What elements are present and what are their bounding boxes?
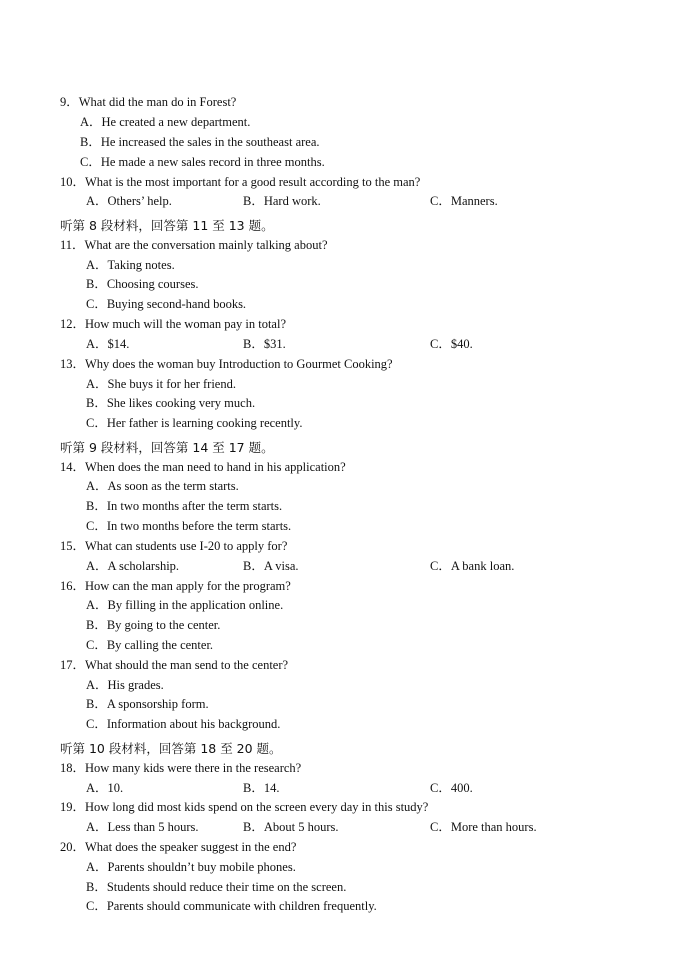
question-14-stem: 14．When does the man need to hand in his application? <box>60 460 346 474</box>
question-10-option-a: A．Others’ help. <box>86 194 172 208</box>
question-11-option-b: B．Choosing courses. <box>86 277 199 291</box>
question-9-option-a: A．He created a new department. <box>80 115 251 129</box>
question-10-option-c: C．Manners. <box>430 194 498 208</box>
question-9-option-c: C．He made a new sales record in three months. <box>80 155 325 169</box>
question-15-option-b: B．A visa. <box>243 559 299 573</box>
question-16-stem: 16．How can the man apply for the program? <box>60 579 291 593</box>
question-19-option-a: A．Less than 5 hours. <box>86 820 199 834</box>
question-17-stem: 17．What should the man send to the center? <box>60 658 289 672</box>
question-11-option-c: C．Buying second-hand books. <box>86 297 247 311</box>
section-8-heading: 听第 8 段材料，回答第 11 至 13 题。 <box>60 218 274 233</box>
question-10-option-b: B．Hard work. <box>243 194 321 208</box>
question-12-option-c: C．$40. <box>430 337 473 351</box>
section-10-heading: 听第 10 段材料，回答第 18 至 20 题。 <box>60 741 282 756</box>
question-13-option-a: A．She buys it for her friend. <box>86 377 236 391</box>
question-14-option-c: C．In two months before the term starts. <box>86 519 292 533</box>
question-17-option-b: B．A sponsorship form. <box>86 697 209 711</box>
question-16-option-c: C．By calling the center. <box>86 638 214 652</box>
question-11-stem: 11．What are the conversation mainly talking about? <box>60 238 328 252</box>
question-18-stem: 18．How many kids were there in the research? <box>60 761 302 775</box>
section-9-heading: 听第 9 段材料，回答第 14 至 17 题。 <box>60 440 274 455</box>
question-12-stem: 12．How much will the woman pay in total? <box>60 317 287 331</box>
question-12-option-b: B．$31. <box>243 337 286 351</box>
question-10-stem: 10．What is the most important for a good result according to the man? <box>60 175 421 189</box>
question-20-stem: 20．What does the speaker suggest in the end? <box>60 840 297 854</box>
question-16-option-b: B．By going to the center. <box>86 618 221 632</box>
question-16-option-a: A．By filling in the application online. <box>86 598 284 612</box>
question-17-option-a: A．His grades. <box>86 678 164 692</box>
question-20-option-a: A．Parents shouldn’t buy mobile phones. <box>86 860 296 874</box>
question-19-stem: 19．How long did most kids spend on the screen every day in this study? <box>60 800 429 814</box>
question-14-option-b: B．In two months after the term starts. <box>86 499 283 513</box>
question-18-option-c: C．400. <box>430 781 473 795</box>
question-13-option-b: B．She likes cooking very much. <box>86 396 256 410</box>
question-15-stem: 15．What can students use I-20 to apply for? <box>60 539 288 553</box>
question-15-option-c: C．A bank loan. <box>430 559 515 573</box>
question-13-option-c: C．Her father is learning cooking recently. <box>86 416 303 430</box>
question-13-stem: 13．Why does the woman buy Introduction to Gourmet Cooking? <box>60 357 393 371</box>
question-19-option-c: C．More than hours. <box>430 820 537 834</box>
question-20-option-b: B．Students should reduce their time on the screen. <box>86 880 347 894</box>
question-9-stem: 9．What did the man do in Forest? <box>60 95 237 109</box>
question-17-option-c: C．Information about his background. <box>86 717 281 731</box>
question-18-option-a: A．10. <box>86 781 124 795</box>
question-12-option-a: A．$14. <box>86 337 130 351</box>
question-18-option-b: B．14. <box>243 781 280 795</box>
question-9-option-b: B．He increased the sales in the southeast area. <box>80 135 320 149</box>
question-20-option-c: C．Parents should communicate with children frequently. <box>86 899 377 913</box>
question-19-option-b: B．About 5 hours. <box>243 820 339 834</box>
question-15-option-a: A．A scholarship. <box>86 559 180 573</box>
question-14-option-a: A．As soon as the term starts. <box>86 479 239 493</box>
question-11-option-a: A．Taking notes. <box>86 258 175 272</box>
